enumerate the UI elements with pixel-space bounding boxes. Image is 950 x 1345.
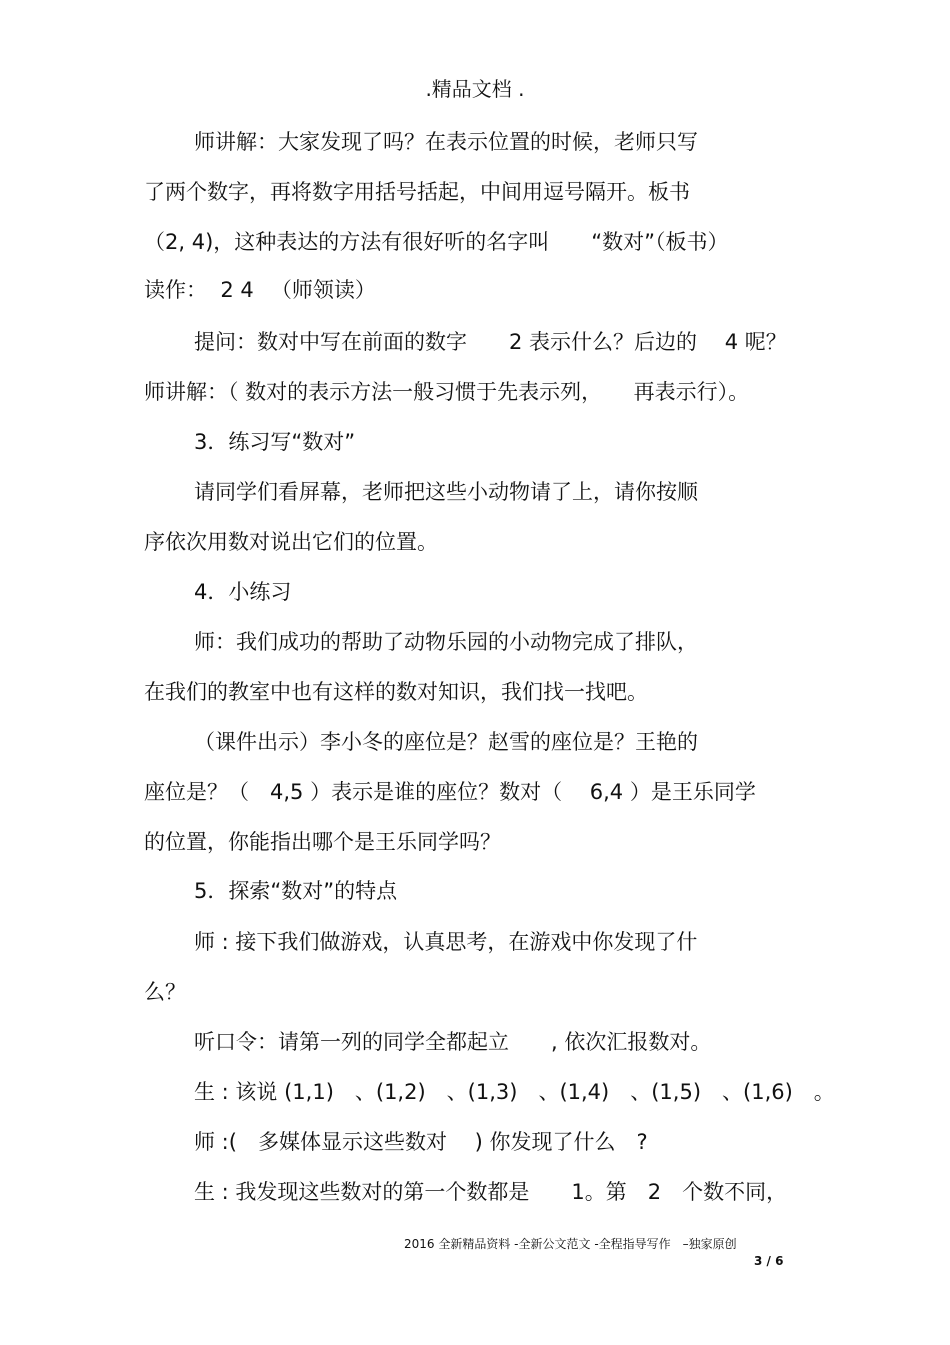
body-line: 师 : 接下我们做游戏，认真思考，在游戏中你发现了什 <box>194 930 698 954</box>
body-line: 座位是？（ 4,5 ）表示是谁的座位？数对（ 6,4 ）是王乐同学 <box>144 780 756 804</box>
page-header-title: .精品文档 . <box>425 77 525 101</box>
page-number: 3 / 6 <box>754 1254 784 1268</box>
section-heading: 5．探索“数对”的特点 <box>194 879 398 903</box>
body-line: 的位置，你能指出哪个是王乐同学吗？ <box>144 830 501 854</box>
body-line: （课件出示）李小冬的座位是？赵雪的座位是？王艳的 <box>194 730 698 754</box>
body-line: 听口令：请第一列的同学全都起立 , 依次汇报数对。 <box>194 1030 712 1054</box>
body-line: 师讲解：大家发现了吗？在表示位置的时候，老师只写 <box>194 130 698 154</box>
body-line: 读作： 2 4 （师领读） <box>144 278 376 302</box>
body-line: 师讲解：（ 数对的表示方法一般习惯于先表示列， 再表示行）。 <box>144 380 750 404</box>
body-line: 提问：数对中写在前面的数字 2 表示什么？后边的 4 呢？ <box>194 330 787 354</box>
body-line: 请同学们看屏幕，老师把这些小动物请了上，请你按顺 <box>194 480 698 504</box>
section-heading: 3．练习写“数对” <box>194 430 356 454</box>
body-line: 序依次用数对说出它们的位置。 <box>144 530 438 554</box>
body-line: 生 : 该说 (1,1) 、(1,2) 、(1,3) 、(1,4) 、(1,5) 、(1,6) 。 <box>194 1080 835 1104</box>
body-line: （2, 4)，这种表达的方法有很好听的名字叫 “数对”（板书） <box>144 230 729 254</box>
body-line: 师：我们成功的帮助了动物乐园的小动物完成了排队， <box>194 630 698 654</box>
page-footer-text: 2016 全新精品资料 -全新公文范文 -全程指导写作 –独家原创 <box>404 1237 737 1251</box>
body-line: 师 :( 多媒体显示这些数对 ) 你发现了什么 ? <box>194 1130 648 1154</box>
body-line: 生 : 我发现这些数对的第一个数都是 1。第 2 个数不同， <box>194 1180 788 1204</box>
body-line: 了两个数字，再将数字用括号括起，中间用逗号隔开。板书 <box>144 180 690 204</box>
section-heading: 4．小练习 <box>194 580 292 604</box>
body-line: 么？ <box>144 980 186 1004</box>
body-line: 在我们的教室中也有这样的数对知识，我们找一找吧。 <box>144 680 648 704</box>
